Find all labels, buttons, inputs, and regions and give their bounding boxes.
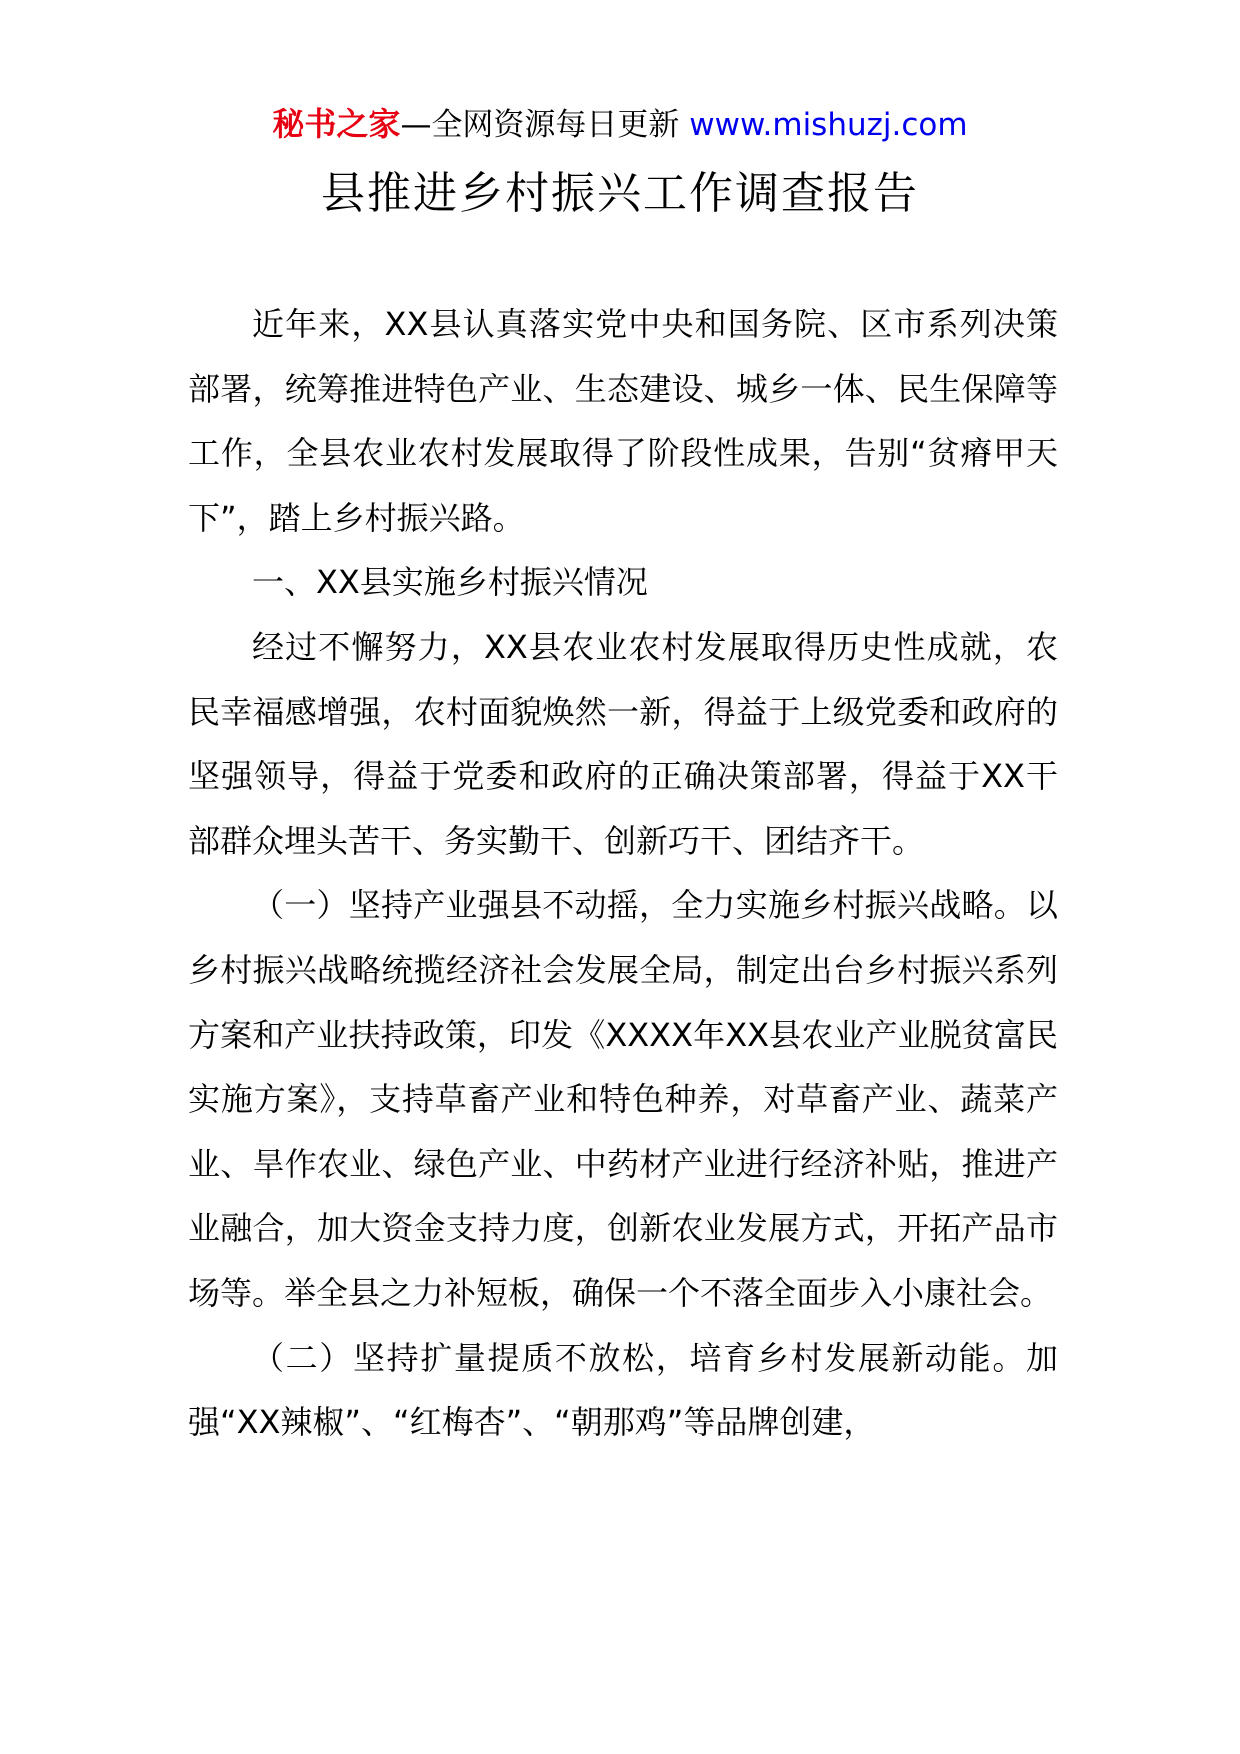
site-name: 秘书之家 <box>272 105 401 143</box>
document-title: 县推进乡村振兴工作调查报告 <box>321 168 919 219</box>
site-tagline: —全网资源每日更新 <box>400 107 690 143</box>
section-heading-1: 一、XX县实施乡村振兴情况 <box>252 563 648 602</box>
paragraph-achievements: 经过不懈努力，XX县农业农村发展取得历史性成就，农民幸福感增强，农村面貌焕然一新，得益于上级党委和政府的坚强领导，得益于党委和政府的正确决策部署，得益于XX干部群众埋头苦干、务实勤干、创新巧干、团结齐干。 <box>188 627 1058 860</box>
site-header-banner <box>0 100 1240 149</box>
document-body <box>188 292 1058 1455</box>
paragraph-intro: 近年来，XX县认真落实党中央和国务院、区市系列决策部署，统筹推进特色产业、生态建设、城乡一体、民生保障等工作，全县农业农村发展取得了阶段性成果，告别“贫瘠甲天下”，踏上乡村振兴路。 <box>188 305 1058 537</box>
site-url-link[interactable]: www.mishuzj.com <box>689 107 968 143</box>
paragraph-subsection-2: （二）坚持扩量提质不放松，培育乡村发展新动能。加强“XX辣椒”、“红梅杏”、“朝那鸡”等品牌创建， <box>188 1338 1058 1442</box>
paragraph-subsection-1: （一）坚持产业强县不动摇，全力实施乡村振兴战略。以乡村振兴战略统揽经济社会发展全局，制定出台乡村振兴系列方案和产业扶持政策，印发《XXXX年XX县农业产业脱贫富民实施方案》，支持草畜产业和特色种养，对草畜产业、蔬菜产业、旱作农业、绿色产业、中药材产业进行经济补贴，推进产业融合，加大资金支持力度，创新农业发展方式，开拓产品市场等。举全县之力补短板，确保一个不落全面步入小康社会。 <box>188 886 1058 1312</box>
